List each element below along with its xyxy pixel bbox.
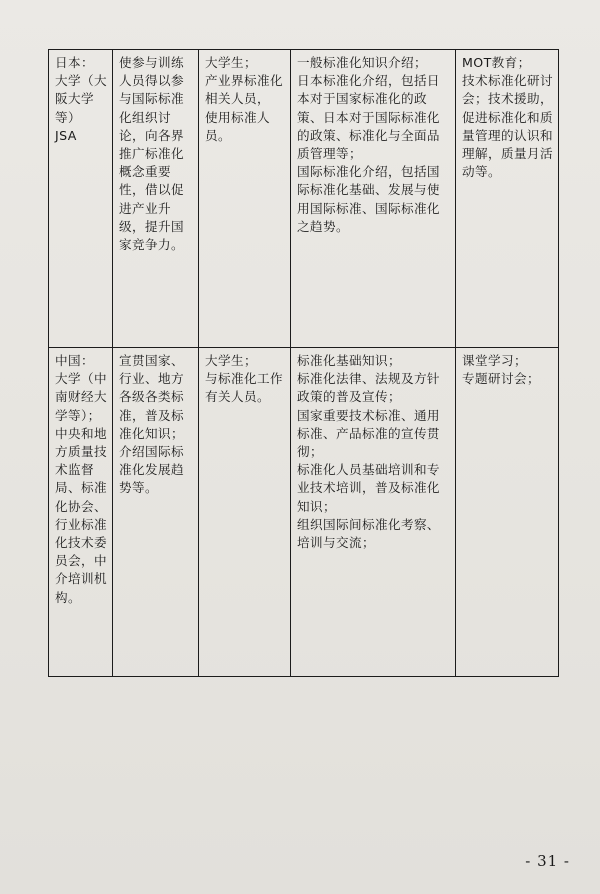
standardization-training-table [48, 49, 559, 677]
cell-country: 中国： 大学（中南财经大学等）；中央和地方质量技术监督局、标准化协会、行业标准化技术委员会，中介培训机构。 [49, 348, 113, 677]
cell-purpose: 使参与训练人员得以参与国际标准化组织讨论，向各界推广标准化概念重要性，借以促进产业升级，提升国家竞争力。 [113, 50, 199, 348]
table-row-china [49, 348, 559, 677]
cell-content: 一般标准化知识介绍； 日本标准化介绍，包括日本对于国家标准化的政策、日本对于国际标准化的政策、标准化与全面品质管理等； 国际标准化介绍，包括国际标准化基础、发展与使用国际标准、国际标准化之趋势。 [291, 50, 456, 348]
cell-method: 课堂学习； 专题研讨会； [456, 348, 559, 677]
page-number: - 31 - [525, 852, 570, 870]
table-row-japan [49, 50, 559, 348]
cell-audience: 大学生； 与标准化工作有关人员。 [199, 348, 291, 677]
cell-method: MOT教育； 技术标准化研讨会；技术援助，促进标准化和质量管理的认识和理解，质量月活动等。 [456, 50, 559, 348]
cell-audience: 大学生； 产业界标准化相关人员， 使用标准人员。 [199, 50, 291, 348]
cell-purpose: 宣贯国家、行业、地方各级各类标准，普及标准化知识；介绍国际标准化发展趋势等。 [113, 348, 199, 677]
cell-country: 日本： 大学（大阪大学等） JSA [49, 50, 113, 348]
cell-content: 标准化基础知识； 标准化法律、法规及方针政策的普及宣传； 国家重要技术标准、通用标准、产品标准的宣传贯彻； 标准化人员基础培训和专业技术培训，普及标准化知识； 组织国际间标准化考察、培训与交流； [291, 348, 456, 677]
